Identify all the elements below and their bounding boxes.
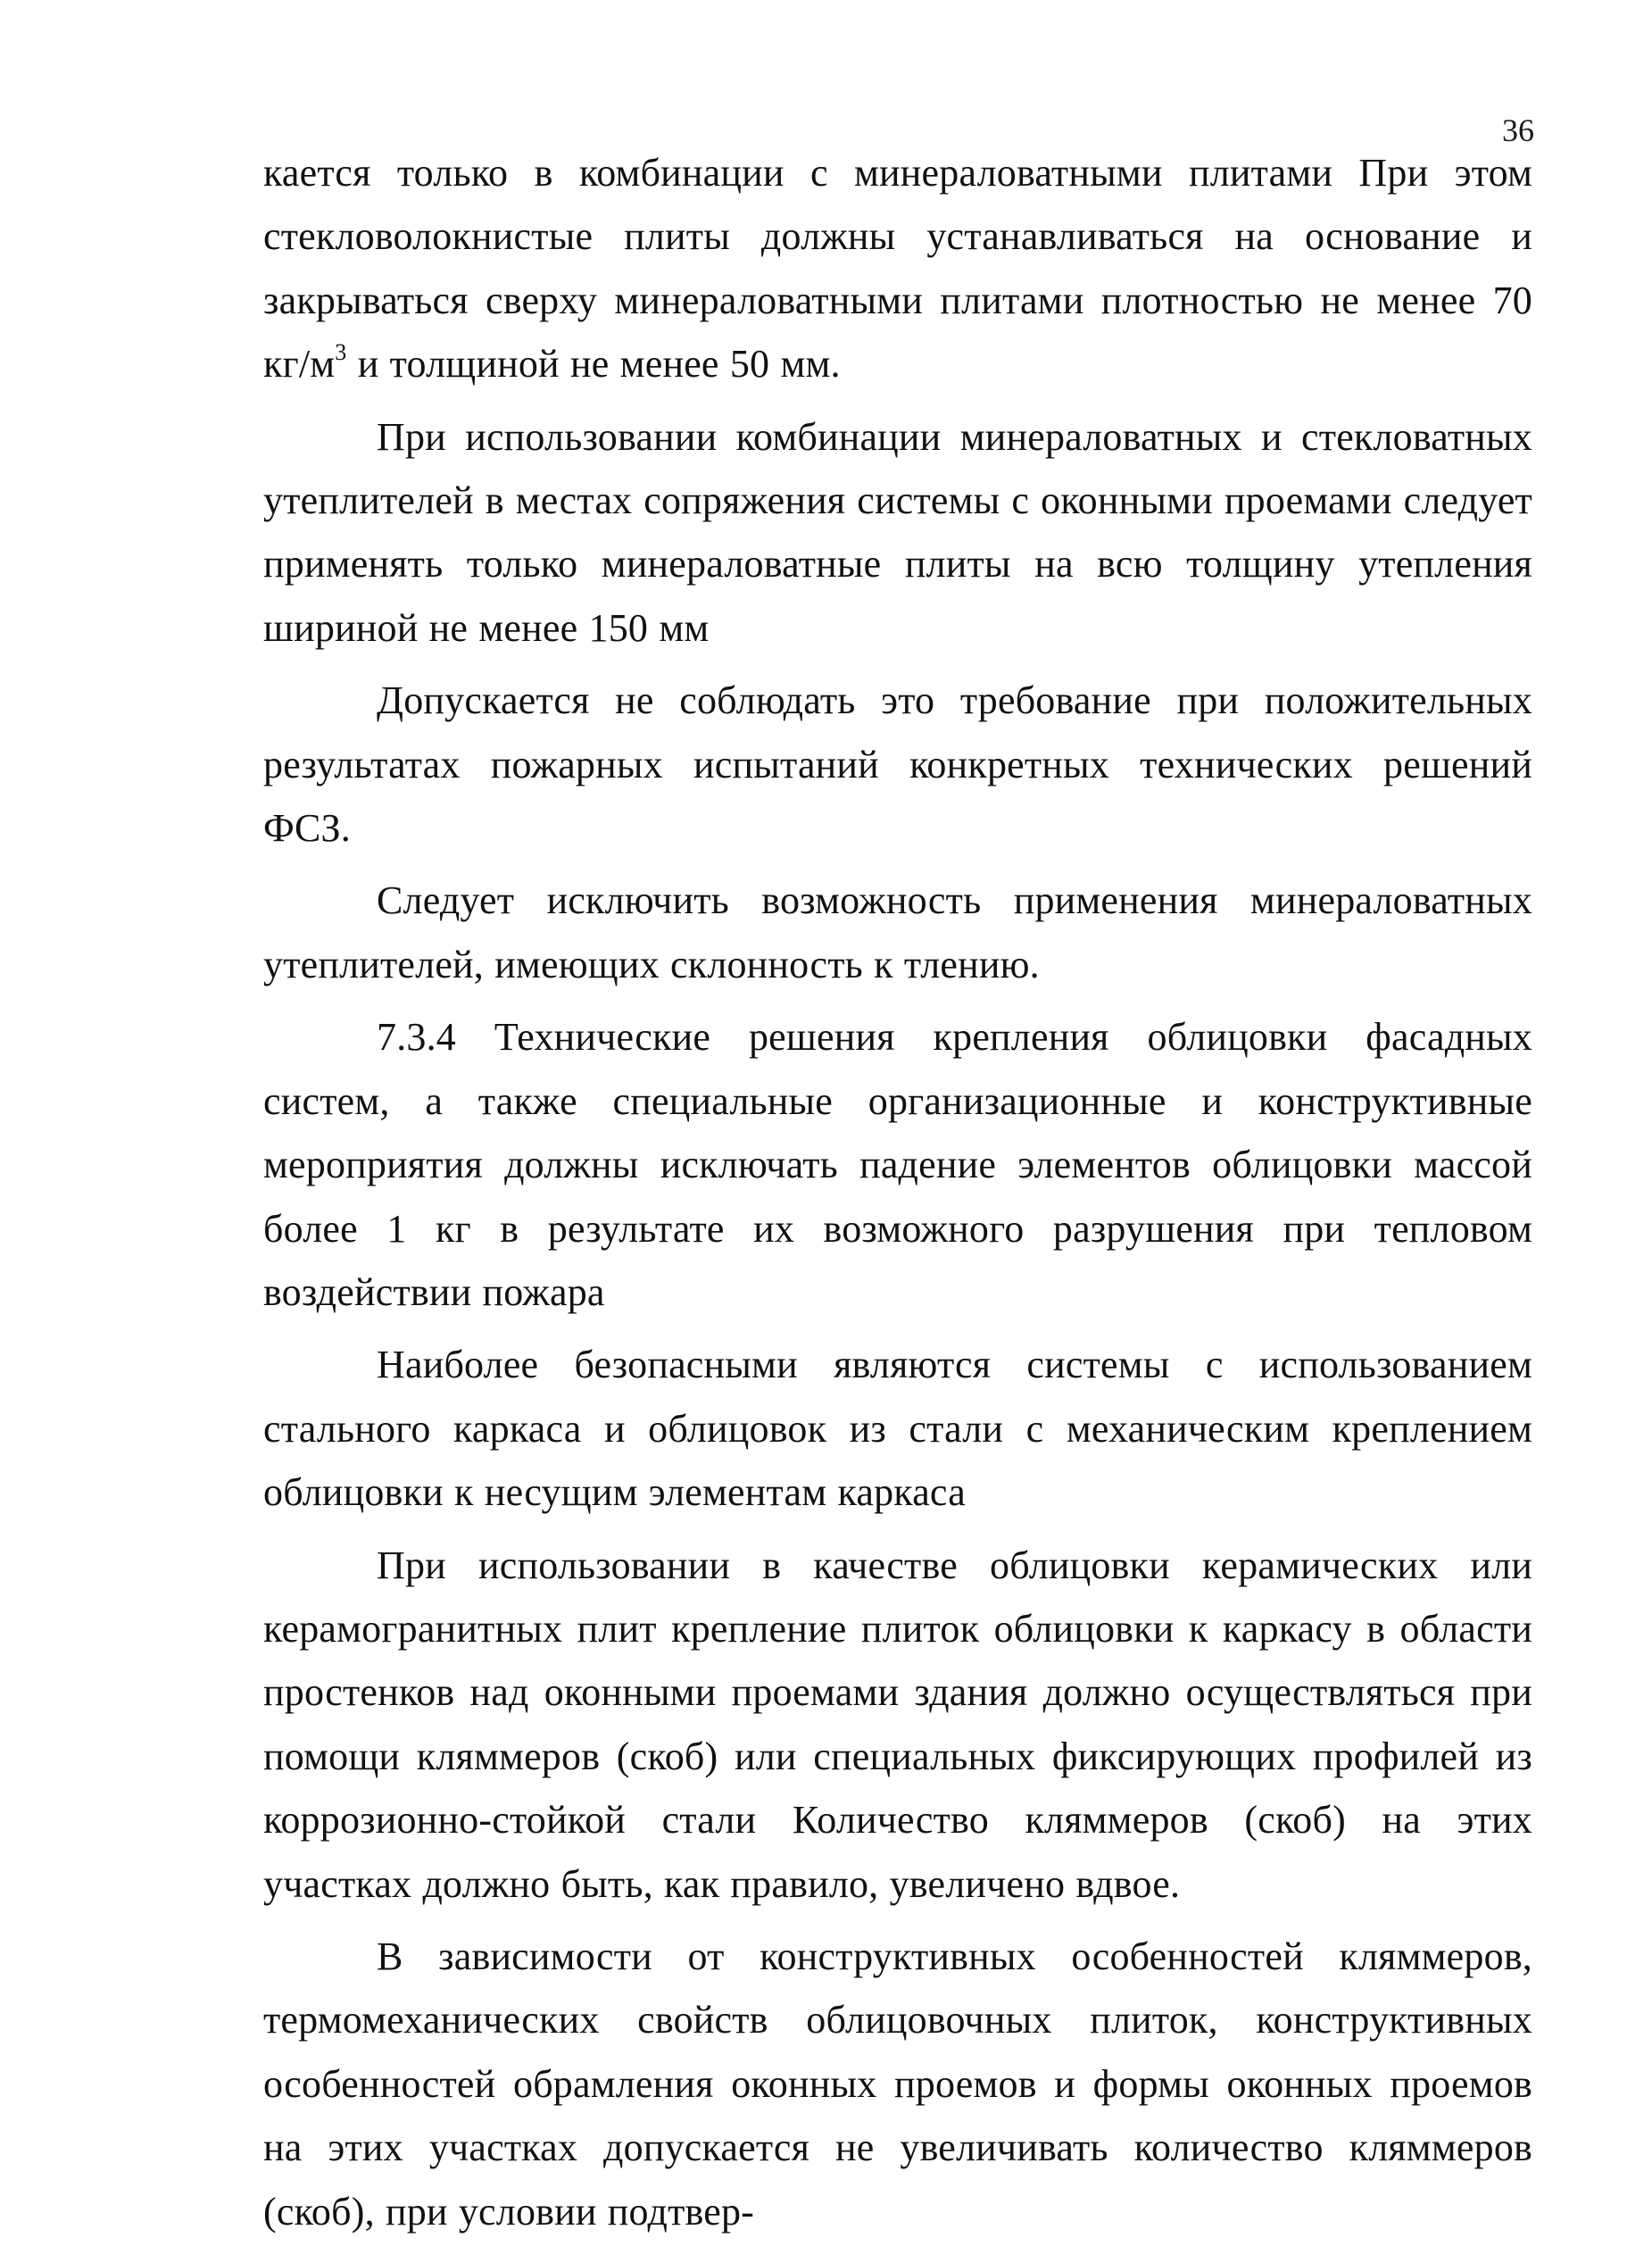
paragraph-7: При использовании в качестве облицовки керамических или керамогранитных плит крепление плиток облицовки к каркасу в области простенков над оконными проемами здания должно осуществляться при помощи кляммеров (скоб) или специальных фиксирующих профилей из коррозионно-стойкой стали Количество кляммеров (скоб) на этих участках должно быть, как правило, увеличено вдвое. bbox=[263, 1543, 1532, 1906]
paragraph-6: Наиболее безопасными являются системы с использованием стального каркаса и облицовок из стали с механическим креплением облицовки к несущим элементам каркаса bbox=[263, 1343, 1532, 1515]
paragraph-1-text-end: и толщиной не менее 50 мм. bbox=[346, 342, 841, 387]
paragraph-2: При использовании комбинации минераловатных и стекловатных утеплителей в местах сопряжения системы с оконными проемами следует применять только минераловатные плиты на всю толщину утепления шириной не менее 150 мм bbox=[263, 414, 1532, 650]
document-body bbox=[263, 141, 1532, 2243]
paragraph-3: Допускается не соблюдать это требование при положительных результатах пожарных испытаний конкретных технических решений ФСЗ. bbox=[263, 678, 1532, 851]
page-number: 36 bbox=[1502, 112, 1534, 148]
paragraph-1-text: кается только в комбинации с минераловатными плитами При этом стекловолокнистые плиты должны устанавливаться на основание и закрываться сверху минераловатными плитами плотностью не менее 70 кг/м bbox=[263, 151, 1532, 387]
paragraph-4: Следует исключить возможность применения минераловатных утеплителей, имеющих склонность к тлению. bbox=[263, 878, 1532, 986]
superscript-3: 3 bbox=[335, 338, 347, 365]
paragraph-1 bbox=[263, 141, 1532, 396]
paragraph-5: 7.3.4 Технические решения крепления облицовки фасадных систем, а также специальные организационные и конструктивные мероприятия должны исключать падение элементов облицовки массой более 1 кг в результате их возможного разрушения при тепловом воздействии пожара bbox=[263, 1015, 1532, 1314]
paragraph-8: В зависимости от конструктивных особенностей кляммеров, термомеханических свойств облицовочных плиток, конструктивных особенностей обрамления оконных проемов и формы оконных проемов на этих участках допускается не увеличивать количество кляммеров (скоб), при условии подтвер- bbox=[263, 1934, 1532, 2234]
